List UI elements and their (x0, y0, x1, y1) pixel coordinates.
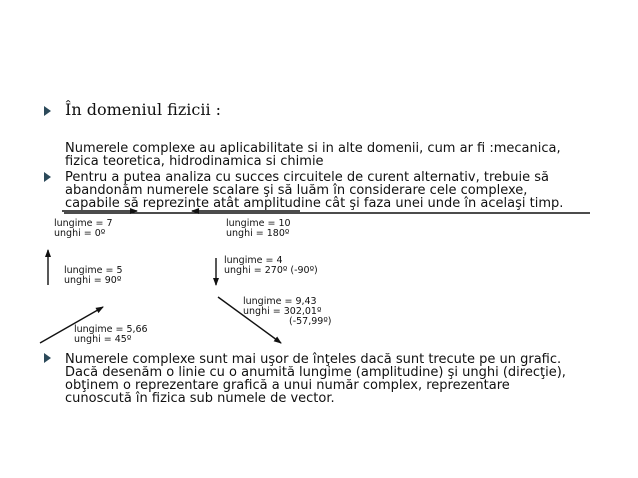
slide-heading: În domeniul fizicii : (65, 100, 222, 119)
vector-label-90deg (64, 266, 123, 286)
vector-angle: unghi = 302,01º (243, 306, 322, 317)
vector-angle: unghi = 270º (-90º) (224, 265, 318, 276)
text-line: Numerele complexe au aplicabilitate si in alte domenii, cum ar fi :mecanica, (65, 141, 561, 156)
text-line: fizica teoretica, hidrodinamica si chimie (65, 154, 324, 169)
paragraph-vectors (65, 353, 566, 405)
vector-label-270deg (224, 256, 318, 276)
vector-length: lungime = 7 (54, 218, 113, 229)
vector-angle: unghi = 180º (226, 228, 290, 239)
text-line: Pentru a putea analiza cu succes circuitele de curent alternativ, trebuie să (65, 170, 549, 185)
text-line: cunoscută în fizica sub numele de vector. (65, 391, 335, 406)
vector-length: lungime = 9,43 (243, 296, 317, 307)
vector-angle: unghi = 45º (74, 334, 132, 345)
text-line: abandonăm numerele scalare şi să luăm în considerare cele complexe, (65, 183, 528, 198)
text-line: Dacă desenăm o linie cu o anumită lungime (amplitudine) şi unghi (direcţie), (65, 365, 566, 380)
vector-length: lungime = 5 (64, 265, 123, 276)
vector-label-302deg (243, 297, 332, 327)
vector-label-45deg (74, 325, 148, 345)
vector-length: lungime = 4 (224, 255, 283, 266)
vector-angle: unghi = 0º (54, 228, 106, 239)
text-line: capabile să reprezinte atât amplitudine cât şi faza unei unde în acelaşi timp. (65, 196, 564, 211)
text-line: Numerele complexe sunt mai uşor de înţeles dacă sunt trecute pe un grafic. (65, 352, 562, 367)
vector-angle: unghi = 90º (64, 275, 122, 286)
vector-angle-alt: (-57,99º) (289, 316, 332, 327)
vector-length: lungime = 10 (226, 218, 291, 229)
vector-length: lungime = 5,66 (74, 324, 148, 335)
vector-label-0deg (54, 219, 113, 239)
vector-label-180deg (226, 219, 291, 239)
text-line: obţinem o reprezentare grafică a unui număr complex, reprezentare (65, 378, 510, 393)
